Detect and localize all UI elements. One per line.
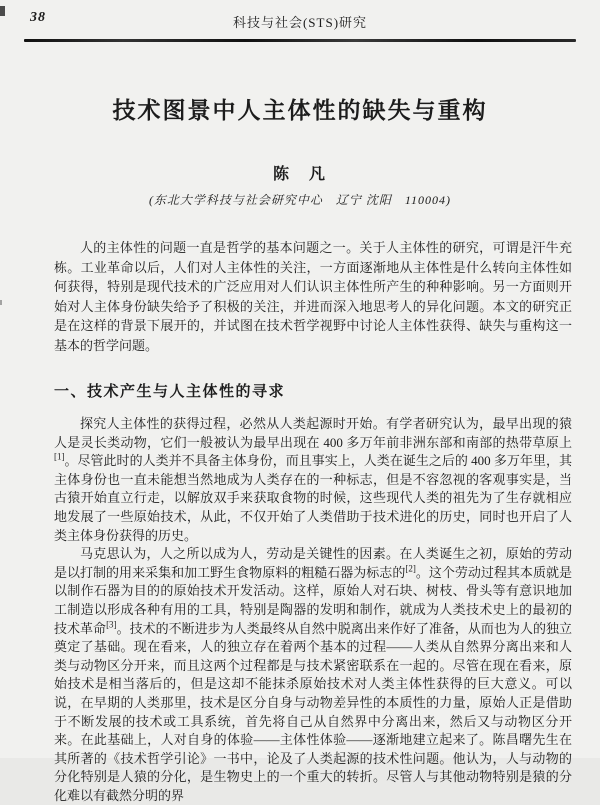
section-heading: 一、技术产生与人主体性的寻求 — [54, 384, 286, 400]
scan-speck — [0, 300, 2, 305]
paragraph-text: 探究人主体性的获得过程，必然从人类起源时开始。有学者研究认为，最早出现的猿人是灵长类动物，它们一般被认为最早出现在 400 多万年前非洲东部和南部的热带草原上 — [54, 416, 572, 450]
page-number: 38 — [30, 10, 46, 25]
section-body — [54, 415, 572, 805]
citation-ref: [3] — [106, 619, 117, 630]
paragraph-text: 。这个劳动过程其本质就是以制作石器为目的的原始技术开发活动。这样，原始人对石块、树枝、骨头等有意识地加工制造以形成各种有用的工具，特别是陶器的发明和制作，就成为人类技术史上的最初的技术革命 — [54, 564, 572, 636]
citation-ref: [1] — [54, 451, 65, 462]
paragraph-text: 。技术的不断进步为人类最终从自然中脱离出来作好了准备，从而也为人的独立奠定了基础。现在看来，人的独立存在着两个基本的过程——人类从自然界分离出来和人类与动物区分开来，而且这两个过程都是与技术紧密联系在一起的。尽管在现在看来，原始技术是相当落后的，但是这却不能抹杀原始技术对人类主体性获得的巨大意义。可以说，在早期的人类那里，技术是区分自身与动物差异性的本质性的力量，原始人正是借助于不断发展的技术或工具系统，首先将自己从自然界中分离出来，然后又与动物区分开来。在此基础上，人对自身的体验——主体性体验——逐渐地建立起来了。陈昌曙先生在其所著的《技术哲学引论》一书中，论及了人类起源的技术性问题。他认为，人与动物的分化特别是人猿的分化，是生物史上的一个重大的转折。尽管人与其他动物特别是猿的分化难以有截然分明的界 — [54, 620, 572, 803]
abstract-paragraph: 人的主体性的问题一直是哲学的基本问题之一。关于人主体性的研究，可谓是汗牛充栋。工业革命以后，人们对人主体性的关注，一方面逐渐地从主体性是什么转向主体性如何获得，特别是现代技术的广泛应用对人们认识主体性所产生的种种影响。另一方面则开始对人主体身份缺失给予了积极的关注，并进而深入地思考人的异化问题。本文的研究正是在这样的背景下展开的，并试图在技术哲学视野中讨论人主体性获得、缺失与重构这一基本的哲学问题。 — [54, 240, 572, 353]
body-paragraph — [54, 415, 572, 545]
citation-ref: [2] — [405, 563, 416, 574]
body-paragraph — [54, 545, 572, 805]
journal-header: 科技与社会(STS)研究 — [232, 15, 368, 30]
article-title: 技术图景中人主体性的缺失与重构 — [112, 98, 488, 123]
header-rule — [24, 39, 576, 42]
page-header — [0, 0, 600, 34]
author-name: 陈 凡 — [272, 166, 327, 183]
paragraph-text: 马克思认为，人之所以成为人，劳动是关键性的因素。在人类诞生之初，原始的劳动是以打制的用来采集和加工野生食物原料的粗糙石器为标志的 — [54, 546, 572, 580]
author-affiliation: (东北大学科技与社会研究中心 辽宁 沈阳 110004) — [148, 193, 452, 207]
paragraph-text: 。尽管此时的人类并不具备主体身份，而且事实上，人类在诞生之后的 400 多万年里，其主体身份也一直未能想当然地成为人类存在的一种标志，但是不容忽视的客观事实是，当古猿开始直立行走，以解放双手来获取食物的时候，这些现代人类的祖先为了生存就相应地发展了一些原始技术，从此，不仅开始了人类借助于技术进化的历史，同时也开启了人类主体身份获得的历史。 — [54, 453, 572, 543]
